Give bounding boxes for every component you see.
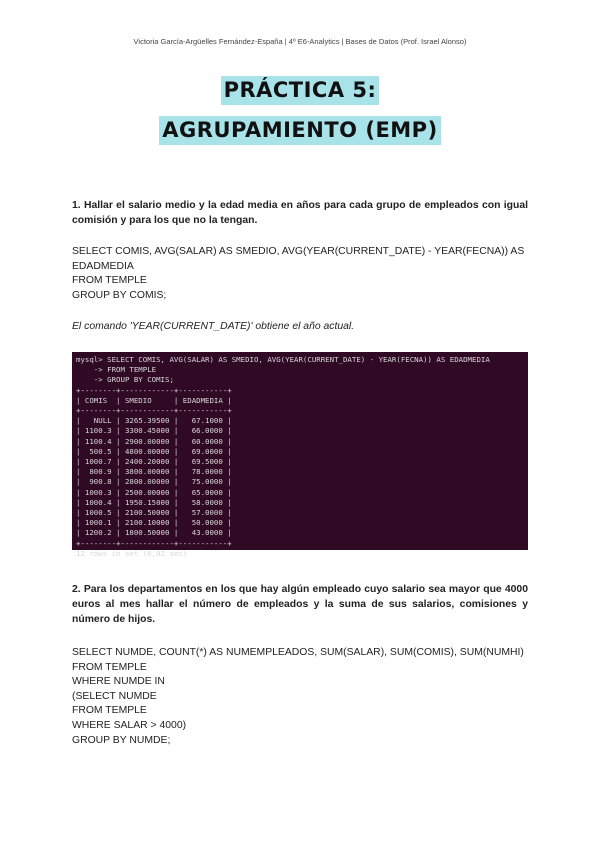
terminal-line: | 1100.4 | 2900.00000 | 60.0000 | <box>76 436 232 446</box>
terminal-line: | 500.5 | 4800.00000 | 69.0000 | <box>76 446 232 456</box>
note-current-date: El comando 'YEAR(CURRENT_DATE)' obtiene el año actual. <box>72 321 355 332</box>
page-subtitle: AGRUPAMIENTO (EMP) <box>159 116 440 145</box>
code-line: FROM TEMPLE <box>72 275 147 287</box>
terminal-line: -> FROM TEMPLE <box>76 365 157 375</box>
code-line: GROUP BY NUMDE; <box>72 734 171 746</box>
terminal-line: | NULL | 3265.39500 | 67.1000 | <box>76 416 232 426</box>
terminal-screenshot <box>72 352 528 558</box>
terminal-line: | 1000.4 | 1950.15000 | 58.0000 | <box>76 497 232 507</box>
terminal-line: | 800.9 | 3800.00000 | 78.0000 | <box>76 467 232 477</box>
terminal-line: +--------+------------+-----------+ <box>76 406 232 416</box>
terminal-line: | 1000.3 | 2500.00000 | 65.0000 | <box>76 487 232 497</box>
terminal-line: | 1100.3 | 3300.45000 | 66.0000 | <box>76 426 232 436</box>
question-2: 2. Para los departamentos en los que hay algún empleado cuyo salario sea mayor que 4000 euros al mes hallar el número de empleados y la suma de sus salarios, comisiones y número de hijos. <box>72 584 528 625</box>
code-line: FROM TEMPLE <box>72 661 147 673</box>
terminal-line: -> GROUP BY COMIS; <box>76 375 174 385</box>
page-title: PRÁCTICA 5: <box>221 76 380 105</box>
terminal-line: | 1000.1 | 2100.10000 | 50.0000 | <box>76 518 232 528</box>
terminal-line: +--------+------------+-----------+ <box>76 538 232 548</box>
page-header: Victoria García-Argüelles Fernández-España | 4º E6-Analytics | Bases de Datos (Prof. Israel Alonso) <box>133 37 467 46</box>
code-line: GROUP BY COMIS; <box>72 289 167 301</box>
title-line-1-wrap <box>0 76 600 105</box>
terminal-line: | 1200.2 | 1800.50000 | 43.0000 | <box>76 528 232 538</box>
terminal-line: 12 rows in set (0,02 sec) <box>76 548 188 558</box>
query-1-code <box>72 245 542 303</box>
terminal-line: | 1000.7 | 2400.20000 | 69.5000 | <box>76 457 232 467</box>
code-line: SELECT COMIS, AVG(SALAR) AS SMEDIO, AVG(YEAR(CURRENT_DATE) - YEAR(FECNA)) AS <box>72 246 525 257</box>
terminal-line: mysql> SELECT COMIS, AVG(SALAR) AS SMEDIO, AVG(YEAR(CURRENT_DATE) - YEAR(FECNA)) AS EDADMEDIA <box>76 355 490 364</box>
code-line: WHERE NUMDE IN <box>72 676 165 688</box>
code-line: SELECT NUMDE, COUNT(*) AS NUMEMPLEADOS, SUM(SALAR), SUM(COMIS), SUM(NUMHI) <box>72 647 524 658</box>
terminal-line: +--------+------------+-----------+ <box>76 385 232 395</box>
code-line: (SELECT NUMDE <box>72 690 157 702</box>
code-line: EDADMEDIA <box>72 260 134 272</box>
code-line: FROM TEMPLE <box>72 705 147 717</box>
question-1: 1. Hallar el salario medio y la edad media en años para cada grupo de empleados con igual comisión y para los que no la tengan. <box>72 200 528 226</box>
query-2-code <box>72 646 542 748</box>
terminal-line: | 1000.5 | 2100.50000 | 57.0000 | <box>76 508 232 518</box>
code-line: WHERE SALAR > 4000) <box>72 719 187 731</box>
title-line-2-wrap <box>0 116 600 145</box>
terminal-line: | 900.8 | 2800.00000 | 75.0000 | <box>76 477 232 487</box>
terminal-line: | COMIS | SMEDIO | EDADMEDIA | <box>76 395 232 405</box>
